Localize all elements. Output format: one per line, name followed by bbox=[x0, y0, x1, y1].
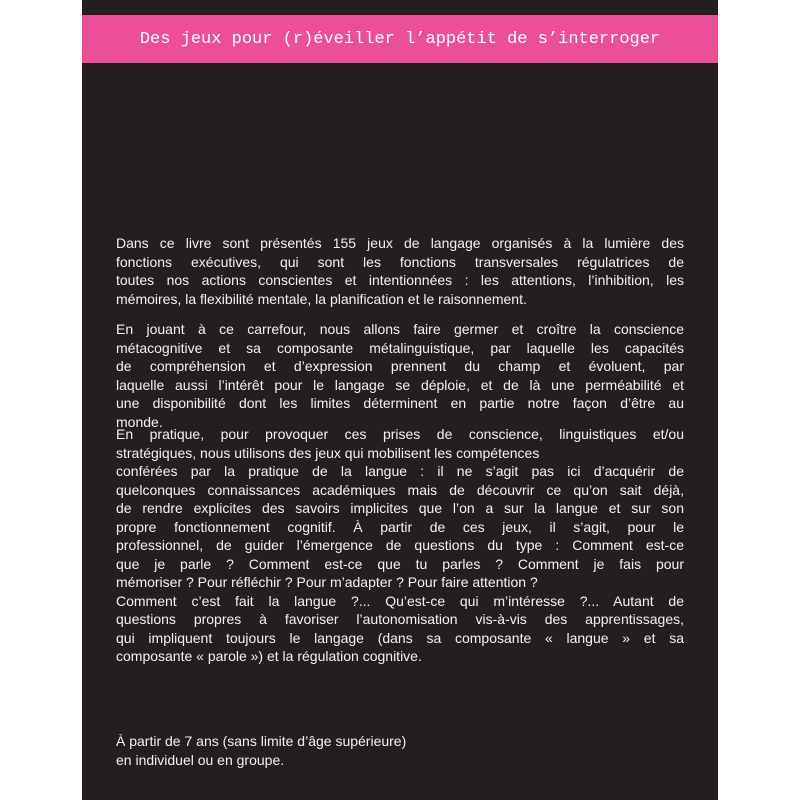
age-info bbox=[116, 732, 684, 769]
text-line: mémoriser ? Pour réfléchir ? Pour m’adapter ? Pour faire attention ? bbox=[116, 574, 538, 590]
text-line: de rendre explicites des savoirs implicites que l’on a sur la langue et sur son bbox=[116, 500, 684, 516]
text-line: propre fonctionnement cognitif. À partir de ces jeux, il s’agit, pour le bbox=[116, 518, 684, 535]
back-cover bbox=[82, 0, 718, 800]
age-range: À partir de 7 ans (sans limite d’âge supérieure) bbox=[116, 733, 407, 749]
text-line: En pratique, pour provoquer ces prises de conscience, linguistiques et/ou bbox=[116, 426, 684, 442]
text-line: une disponibilité dont les limites déterminent en partie notre façon d’être au bbox=[116, 395, 684, 411]
text-line: professionnel, de guider l’émergence de questions du type : Comment est-ce bbox=[116, 537, 684, 553]
text-line: composante « parole ») et la régulation cognitive. bbox=[116, 648, 422, 664]
text-line: monde. bbox=[116, 413, 163, 430]
text-line: stratégiques, nous utilisons des jeux qui mobilisent les compétences bbox=[116, 444, 540, 461]
text-line: conférées par la pratique de la langue : il ne s’agit pas ici d’acquérir de bbox=[116, 463, 684, 479]
paragraph-1 bbox=[116, 234, 684, 308]
text-line: fonctions exécutives, qui sont les fonctions transversales régulatrices de bbox=[116, 253, 684, 270]
text-line: quelconques connaissances académiques mais de découvrir ce qu’on sait déjà, bbox=[116, 481, 684, 498]
text-line: Comment c’est fait la langue ?... Qu’est-ce qui m’intéresse ?... Autant de bbox=[116, 592, 684, 609]
play-mode: en individuel ou en groupe. bbox=[116, 751, 285, 768]
text-line: laquelle aussi l’intérêt pour le langage se déploie, et de là une perméabilité et bbox=[116, 376, 684, 393]
paragraph-3 bbox=[116, 425, 684, 666]
cover-title: Des jeux pour (r)éveiller l’appétit de s’interroger bbox=[139, 29, 661, 49]
text-line: que je parle ? Comment est-ce que tu parles ? Comment je fais pour bbox=[116, 555, 684, 572]
text-line: En jouant à ce carrefour, nous allons faire germer et croître la conscience bbox=[116, 321, 684, 337]
text-line: de compréhension et d’expression prennent du champ et évoluent, par bbox=[116, 358, 684, 374]
text-line: questions propres à favoriser l’autonomisation vis-à-vis des apprentissages, bbox=[116, 611, 684, 627]
title-band bbox=[82, 15, 718, 63]
text-line: qui impliquent toujours le langage (dans sa composante « langue » et sa bbox=[116, 629, 684, 646]
text-line: métacognitive et sa composante métalinguistique, par laquelle les capacités bbox=[116, 339, 684, 356]
paragraph-2 bbox=[116, 320, 684, 431]
text-line: mémoires, la flexibilité mentale, la planification et le raisonnement. bbox=[116, 290, 527, 307]
text-line: toutes nos actions conscientes et intentionnées : les attentions, l’inhibition, les bbox=[116, 272, 684, 288]
text-line: Dans ce livre sont présentés 155 jeux de langage organisés à la lumière des bbox=[116, 235, 684, 251]
